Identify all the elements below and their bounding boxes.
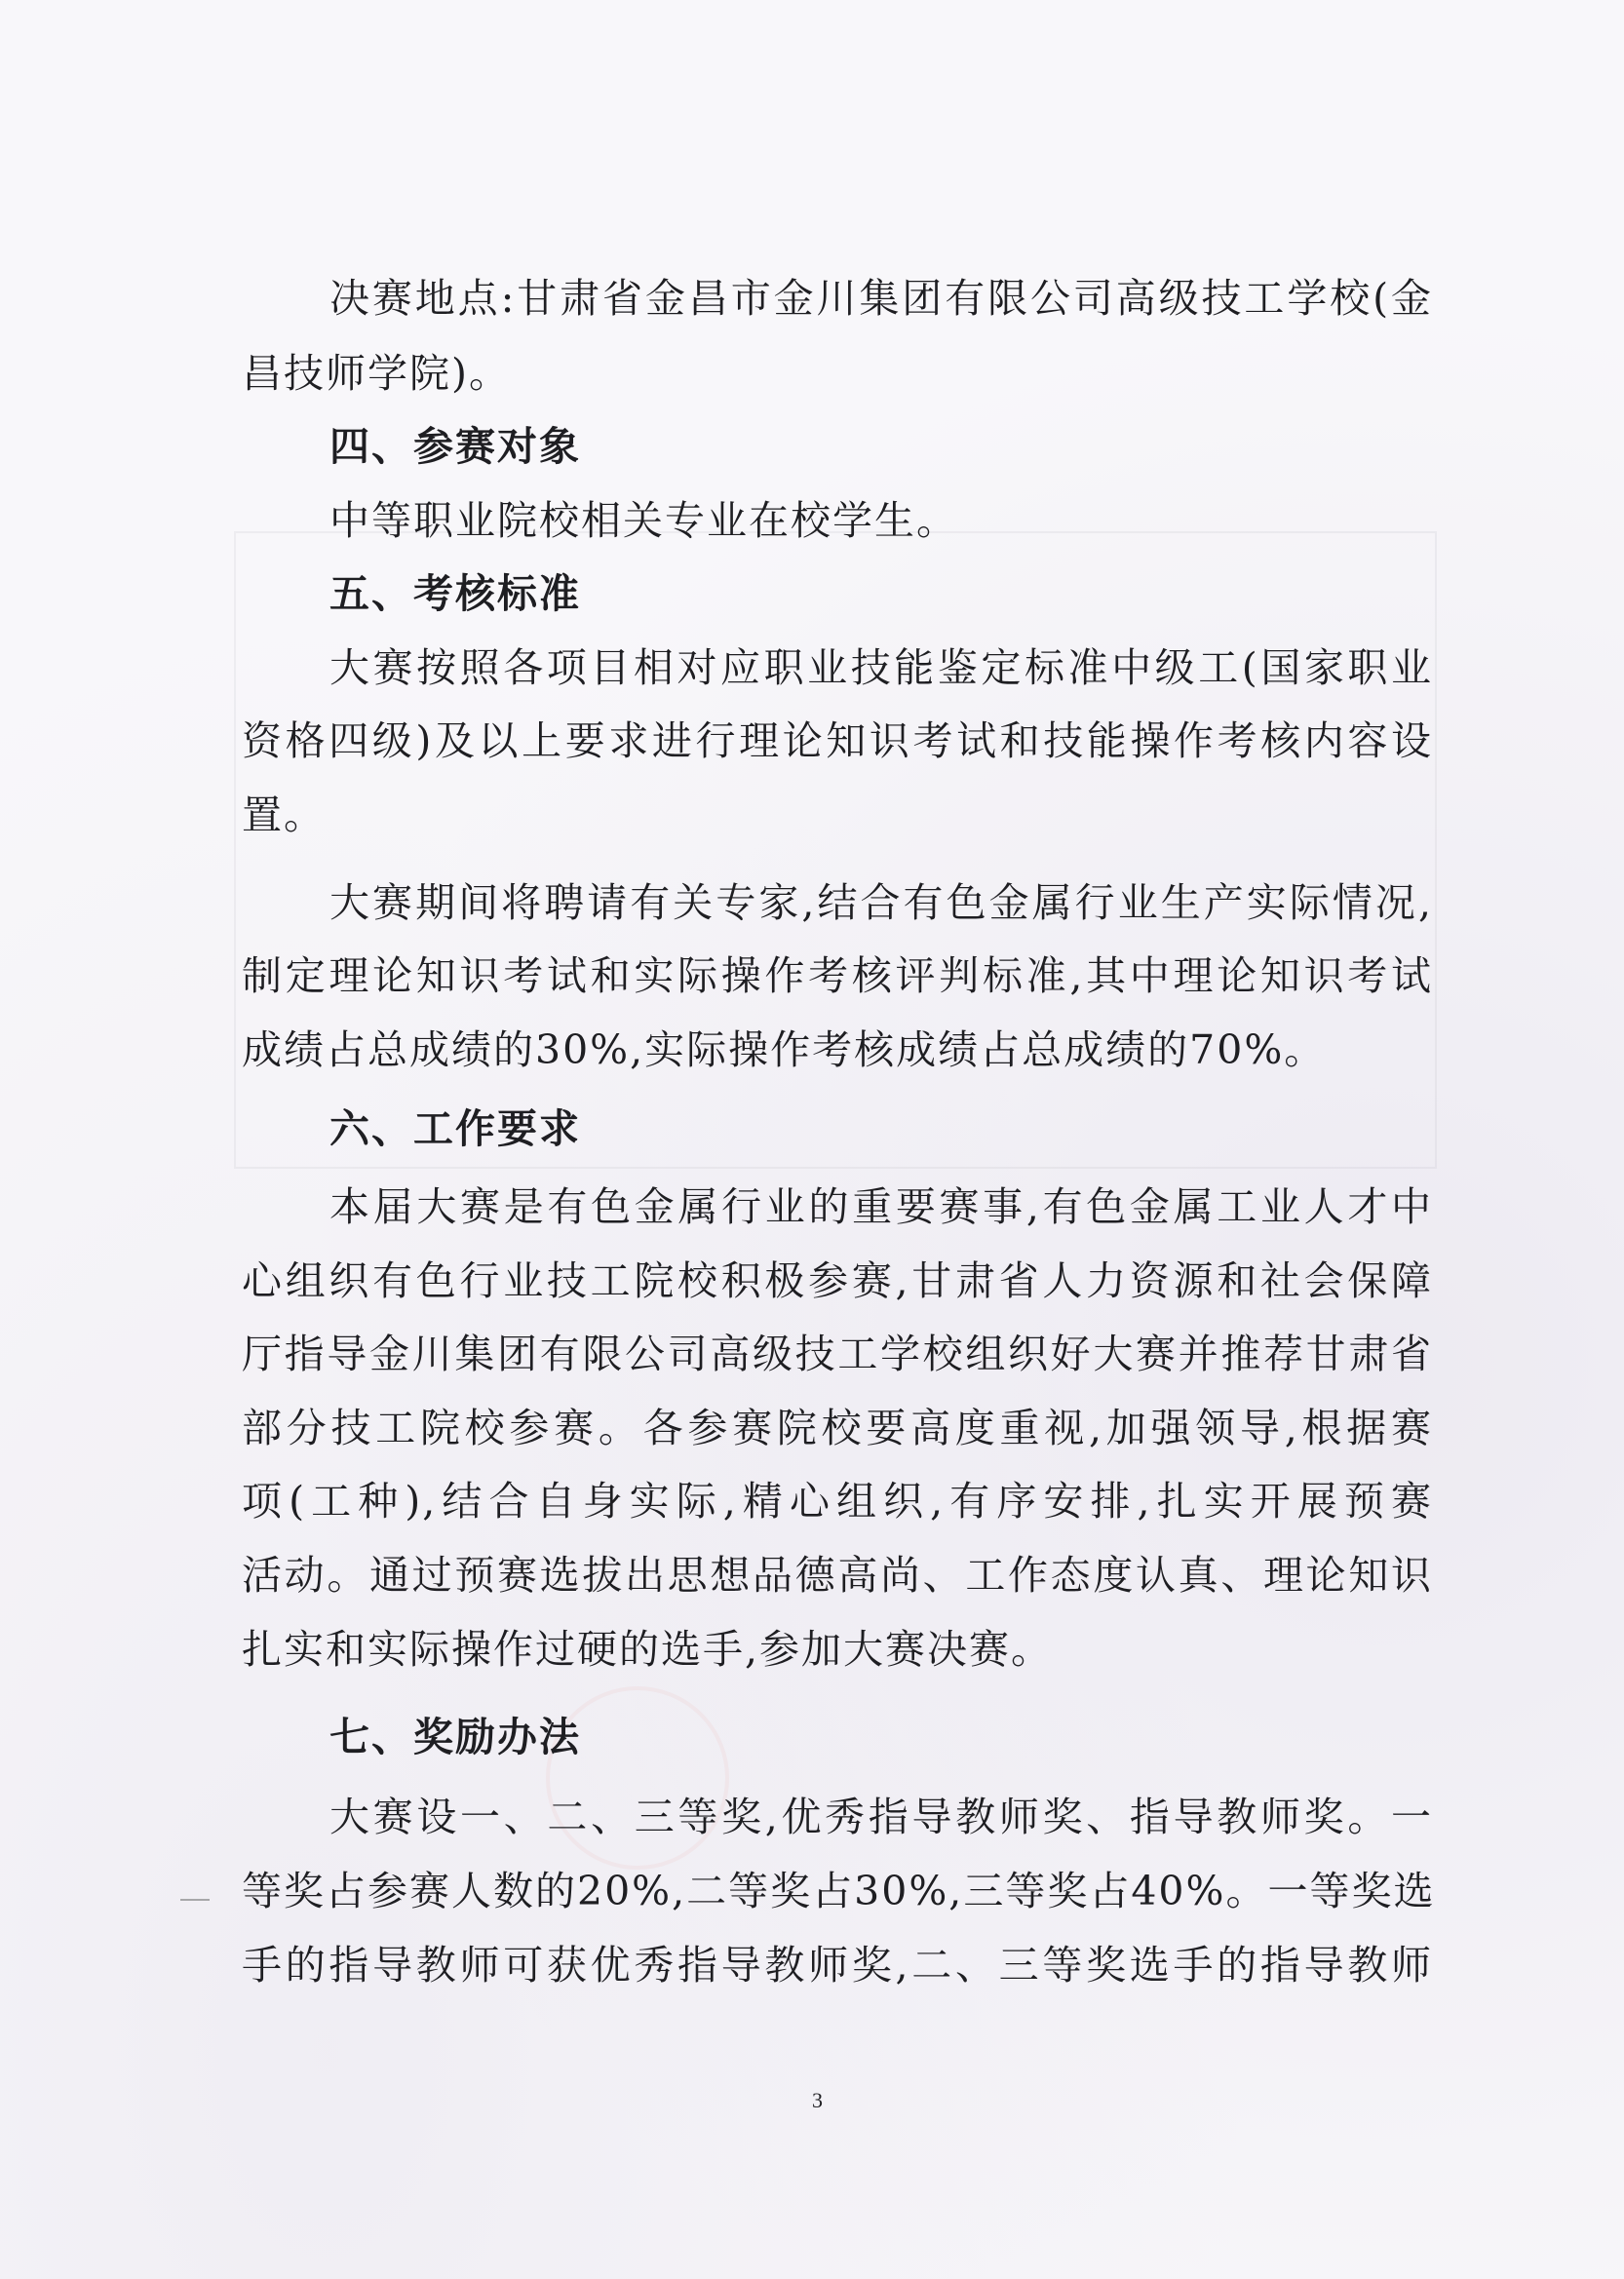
body-line: 厅指导金川集团有限公司高级技工学校组织好大赛并推荐甘肃省 [242,1331,1433,1377]
body-line: 活动。通过预赛选拔出思想品德高尚、工作态度认真、理论知识 [242,1552,1433,1599]
body-line: 制定理论知识考试和实际操作考核评判标准,其中理论知识考试 [242,952,1433,999]
body-line: 等奖占参赛人数的20%,二等奖占30%,三等奖占40%。一等奖选 [242,1868,1436,1914]
body-line: 置。 [242,792,326,838]
scan-mark [180,1899,210,1901]
body-line: 心组织有色行业技工院校积极参赛,甘肃省人力资源和社会保障 [242,1257,1433,1304]
body-line: 中等职业院校相关专业在校学生。 [329,497,958,544]
body-line: 大赛期间将聘请有关专家,结合有色金属行业生产实际情况, [329,879,1433,926]
body-line: 大赛按照各项目相对应职业技能鉴定标准中级工(国家职业 [329,644,1433,691]
body-line: 扎实和实际操作过硬的选手,参加大赛决赛。 [242,1626,1054,1673]
section-heading: 五、考核标准 [329,570,581,617]
body-line: 昌技师学院)。 [242,350,511,397]
body-line: 本届大赛是有色金属行业的重要赛事,有色金属工业人才中 [329,1183,1433,1230]
body-line: 资格四级)及以上要求进行理论知识考试和技能操作考核内容设 [242,717,1433,764]
body-line: 决赛地点:甘肃省金昌市金川集团有限公司高级技工学校(金 [329,275,1433,322]
section-heading: 七、奖励办法 [329,1714,581,1760]
section-heading: 六、工作要求 [329,1105,581,1152]
body-line: 项(工种),结合自身实际,精心组织,有序安排,扎实开展预赛 [242,1478,1433,1525]
section-heading: 四、参赛对象 [329,423,581,470]
body-line: 大赛设一、二、三等奖,优秀指导教师奖、指导教师奖。一 [329,1794,1433,1840]
body-line: 手的指导教师可获优秀指导教师奖,二、三等奖选手的指导教师 [242,1942,1433,1989]
body-line: 成绩占总成绩的30%,实际操作考核成绩占总成绩的70%。 [242,1026,1327,1073]
page-number: 3 [812,2088,823,2112]
body-line: 部分技工院校参赛。各参赛院校要高度重视,加强领导,根据赛 [242,1405,1433,1451]
